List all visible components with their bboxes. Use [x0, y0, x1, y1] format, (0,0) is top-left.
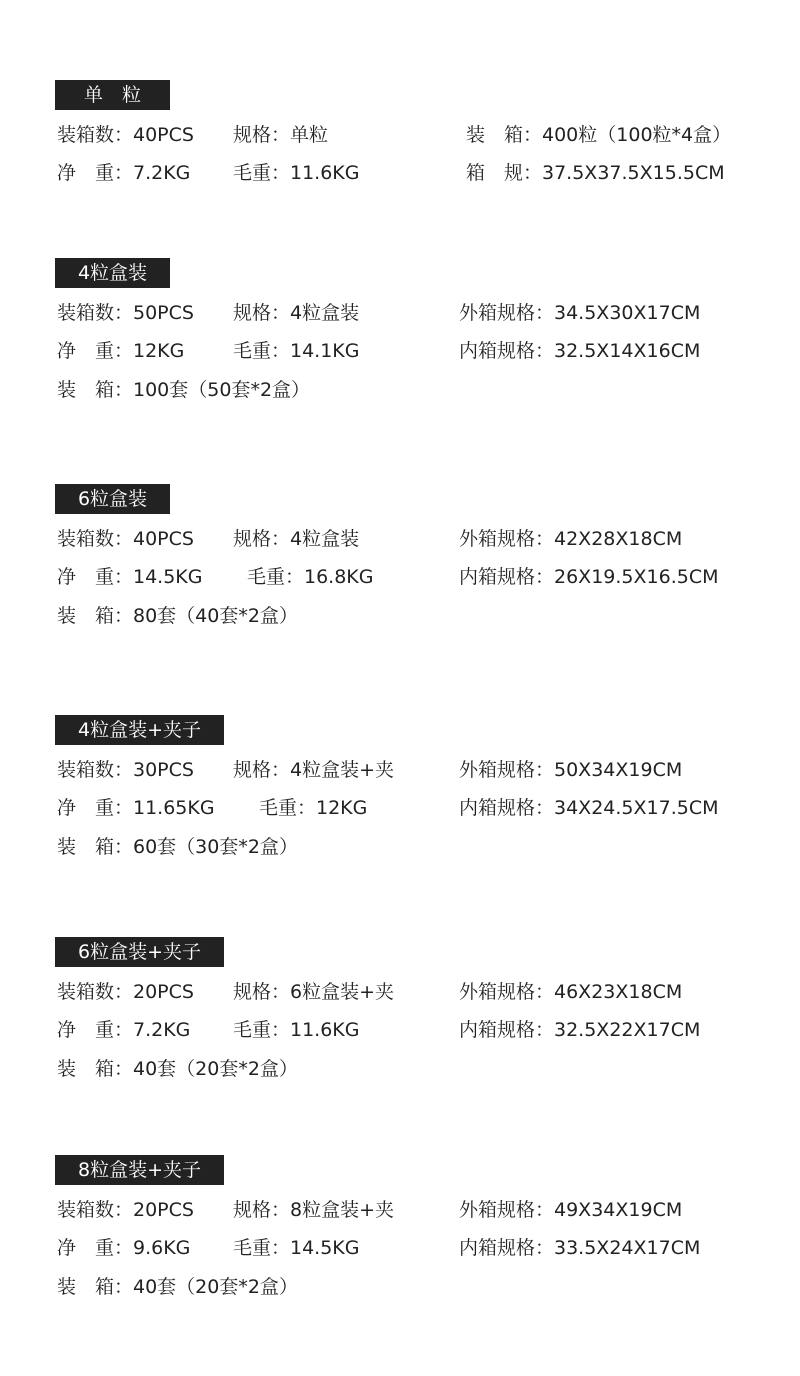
section-label: 6粒盒装+夹子	[55, 937, 224, 967]
spec-field: 装 箱：60套（30套*2盒）	[57, 836, 298, 858]
spec-field: 规格：6粒盒装+夹	[233, 981, 395, 1003]
spec-field: 毛重：14.1KG	[233, 340, 360, 362]
spec-field: 装 箱：40套（20套*2盒）	[57, 1058, 298, 1080]
spec-field: 装箱数：50PCS	[57, 302, 194, 324]
spec-field: 毛重：14.5KG	[233, 1237, 360, 1259]
spec-field: 净 重：7.2KG	[57, 162, 191, 184]
spec-field: 净 重：7.2KG	[57, 1019, 191, 1041]
spec-field: 规格：4粒盒装	[233, 528, 360, 550]
spec-field: 净 重：12KG	[57, 340, 185, 362]
spec-field: 装 箱：400粒（100粒*4盒）	[466, 124, 732, 146]
spec-field: 装箱数：40PCS	[57, 528, 194, 550]
spec-field: 外箱规格：42X28X18CM	[459, 528, 683, 550]
section-label: 8粒盒装+夹子	[55, 1155, 224, 1185]
section-label: 4粒盒装+夹子	[55, 715, 224, 745]
spec-field: 规格：4粒盒装	[233, 302, 360, 324]
spec-field: 规格：4粒盒装+夹	[233, 759, 395, 781]
spec-field: 装 箱：40套（20套*2盒）	[57, 1276, 298, 1298]
spec-field: 毛重：16.8KG	[247, 566, 374, 588]
spec-field: 装 箱：80套（40套*2盒）	[57, 605, 298, 627]
spec-field: 内箱规格：32.5X14X16CM	[459, 340, 701, 362]
spec-field: 内箱规格：34X24.5X17.5CM	[459, 797, 719, 819]
spec-field: 内箱规格：26X19.5X16.5CM	[459, 566, 719, 588]
spec-field: 净 重：14.5KG	[57, 566, 203, 588]
spec-field: 毛重：11.6KG	[233, 1019, 360, 1041]
section-label: 4粒盒装	[55, 258, 170, 288]
spec-field: 外箱规格：49X34X19CM	[459, 1199, 683, 1221]
spec-field: 规格：单粒	[233, 124, 329, 146]
section-label: 单 粒	[55, 80, 170, 110]
spec-field: 箱 规：37.5X37.5X15.5CM	[466, 162, 725, 184]
spec-field: 净 重：11.65KG	[57, 797, 215, 819]
section-label: 6粒盒装	[55, 484, 170, 514]
spec-field: 装箱数：40PCS	[57, 124, 194, 146]
spec-field: 装箱数：20PCS	[57, 1199, 194, 1221]
spec-field: 装箱数：30PCS	[57, 759, 194, 781]
spec-field: 净 重：9.6KG	[57, 1237, 191, 1259]
spec-field: 毛重：11.6KG	[233, 162, 360, 184]
spec-field: 内箱规格：32.5X22X17CM	[459, 1019, 701, 1041]
spec-field: 毛重：12KG	[259, 797, 368, 819]
spec-field: 外箱规格：50X34X19CM	[459, 759, 683, 781]
spec-field: 装箱数：20PCS	[57, 981, 194, 1003]
spec-field: 外箱规格：46X23X18CM	[459, 981, 683, 1003]
spec-field: 内箱规格：33.5X24X17CM	[459, 1237, 701, 1259]
spec-field: 外箱规格：34.5X30X17CM	[459, 302, 701, 324]
spec-field: 规格：8粒盒装+夹	[233, 1199, 395, 1221]
spec-field: 装 箱：100套（50套*2盒）	[57, 379, 311, 401]
